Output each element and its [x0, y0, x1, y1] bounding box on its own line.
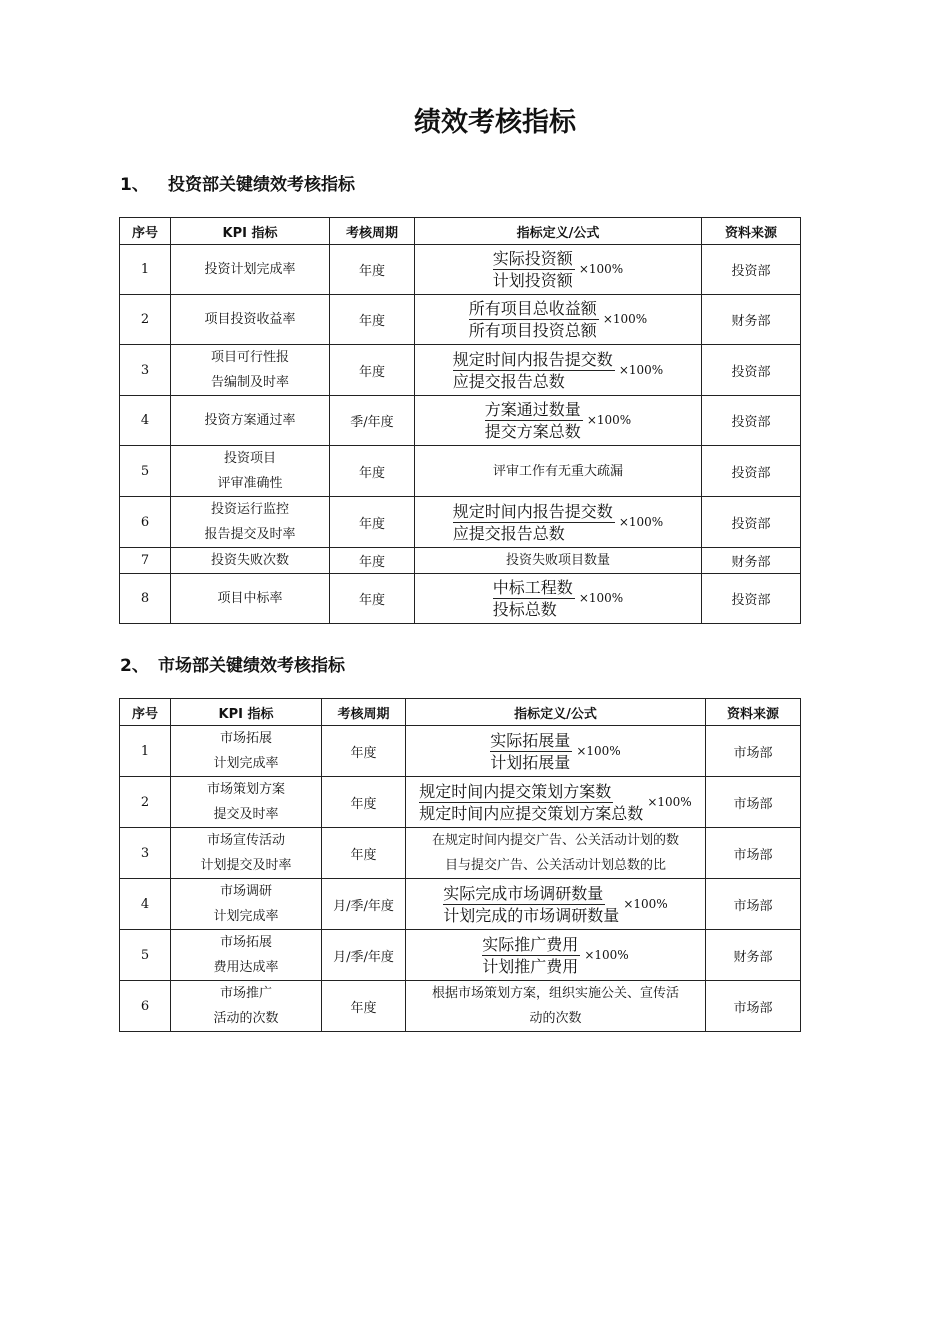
formula-denominator: 计划投资额 — [492, 271, 573, 290]
data-source: 市场部 — [706, 828, 801, 879]
assessment-period: 季/年度 — [330, 396, 415, 446]
header-period: 考核周期 — [330, 218, 415, 245]
formula-denominator: 提交方案总数 — [484, 422, 581, 441]
assessment-period: 年度 — [330, 497, 415, 548]
kpi-name-line: 费用达成率 — [213, 960, 279, 975]
kpi-name-line: 投资项目 — [223, 451, 276, 466]
kpi-name-line: 投资计划完成率 — [204, 262, 296, 277]
row-number: 5 — [120, 930, 171, 981]
formula-percent: ×100% — [586, 413, 632, 427]
definition-formula — [406, 726, 706, 777]
formula-fraction — [490, 730, 572, 773]
table-row — [120, 497, 801, 548]
table-row — [120, 879, 801, 930]
header-no: 序号 — [120, 218, 171, 245]
assessment-period: 年度 — [322, 828, 406, 879]
formula-fraction — [493, 577, 575, 620]
formula-denominator: 计划拓展量 — [490, 752, 571, 772]
assessment-period: 年度 — [330, 245, 415, 295]
formula-numerator: 规定时间内提交策划方案数 — [419, 781, 612, 801]
formula-numerator: 实际完成市场调研数量 — [443, 883, 604, 903]
kpi-name — [171, 981, 322, 1032]
definition-formula — [415, 574, 702, 624]
table-row — [120, 981, 801, 1032]
row-number: 3 — [120, 828, 171, 879]
investment-kpi-table — [119, 217, 801, 624]
data-source: 投资部 — [702, 446, 801, 497]
formula-fraction — [453, 501, 615, 544]
formula-percent: ×100% — [647, 794, 692, 809]
definition-text-line: 动的次数 — [529, 1011, 582, 1026]
definition-formula — [415, 245, 702, 295]
kpi-name-line: 计划完成率 — [213, 909, 279, 924]
header-source: 资料来源 — [702, 218, 801, 245]
kpi-name — [171, 777, 322, 828]
assessment-period: 年度 — [330, 574, 415, 624]
kpi-name-line: 投资方案通过率 — [204, 413, 296, 428]
row-number: 8 — [120, 574, 171, 624]
table-row — [120, 548, 801, 574]
kpi-name — [171, 548, 330, 574]
header-definition: 指标定义/公式 — [406, 699, 706, 726]
section-heading-market — [120, 651, 345, 676]
kpi-name — [171, 879, 322, 930]
assessment-period: 年度 — [330, 548, 415, 574]
kpi-name-line: 报告提交及时率 — [204, 527, 296, 542]
assessment-period: 年度 — [322, 726, 406, 777]
kpi-name — [171, 930, 322, 981]
kpi-name-line: 市场拓展 — [219, 731, 272, 746]
row-number: 6 — [120, 981, 171, 1032]
section-title: 市场部关键绩效考核指标 — [158, 656, 345, 676]
formula-fraction — [443, 883, 619, 926]
kpi-name — [171, 574, 330, 624]
kpi-name-line: 提交及时率 — [213, 807, 279, 822]
header-no: 序号 — [120, 699, 171, 726]
kpi-name-line: 告编制及时率 — [210, 375, 289, 390]
kpi-name — [171, 245, 330, 295]
assessment-period: 年度 — [322, 777, 406, 828]
kpi-name-line: 市场宣传活动 — [206, 833, 285, 848]
row-number: 4 — [120, 879, 171, 930]
assessment-period: 年度 — [330, 345, 415, 396]
definition-formula — [415, 446, 702, 497]
definition-formula — [415, 548, 702, 574]
table-row — [120, 574, 801, 624]
definition-formula — [406, 981, 706, 1032]
kpi-name — [171, 828, 322, 879]
data-source: 市场部 — [706, 879, 801, 930]
formula-percent: ×100% — [602, 312, 648, 326]
formula-fraction — [419, 781, 643, 824]
row-number: 1 — [120, 726, 171, 777]
table-row — [120, 828, 801, 879]
definition-formula — [415, 295, 702, 345]
section-number: 2、 — [120, 656, 149, 676]
formula-denominator: 所有项目投资总额 — [468, 321, 597, 340]
formula-denominator: 规定时间内应提交策划方案总数 — [419, 803, 644, 823]
data-source: 投资部 — [702, 396, 801, 446]
table-header-row — [120, 218, 801, 245]
table-row — [120, 295, 801, 345]
definition-formula — [406, 879, 706, 930]
table-row — [120, 930, 801, 981]
table-row — [120, 245, 801, 295]
formula-percent: ×100% — [623, 896, 668, 911]
definition-formula — [406, 930, 706, 981]
header-source: 资料来源 — [706, 699, 801, 726]
row-number: 7 — [120, 548, 171, 574]
definition-text-line: 在规定时间内提交广告、公关活动计划的数 — [431, 833, 679, 848]
section-heading-investment — [120, 170, 355, 195]
kpi-name-line: 投资失败次数 — [210, 553, 289, 568]
row-number: 3 — [120, 345, 171, 396]
data-source: 投资部 — [702, 574, 801, 624]
formula-denominator: 应提交报告总数 — [452, 523, 565, 543]
data-source: 市场部 — [706, 777, 801, 828]
kpi-name-line: 评审准确性 — [217, 476, 283, 491]
header-kpi: KPI 指标 — [171, 699, 322, 726]
kpi-name-line: 项目可行性报 — [210, 350, 289, 365]
kpi-name — [171, 497, 330, 548]
definition-formula — [415, 396, 702, 446]
kpi-name — [171, 345, 330, 396]
formula-fraction — [482, 934, 580, 977]
data-source: 投资部 — [702, 345, 801, 396]
definition-formula — [406, 828, 706, 879]
kpi-name-line: 计划提交及时率 — [200, 858, 292, 873]
table-row — [120, 726, 801, 777]
assessment-period: 月/季/年度 — [322, 879, 406, 930]
formula-percent: ×100% — [578, 591, 624, 605]
assessment-period: 月/季/年度 — [322, 930, 406, 981]
row-number: 1 — [120, 245, 171, 295]
definition-text-line: 目与提交广告、公关活动计划总数的比 — [444, 858, 666, 873]
formula-percent: ×100% — [578, 262, 624, 276]
kpi-name-line: 市场策划方案 — [206, 782, 285, 797]
table-row — [120, 345, 801, 396]
formula-numerator: 实际投资额 — [492, 249, 573, 268]
market-kpi-table — [119, 698, 801, 1032]
formula-denominator: 计划完成的市场调研数量 — [443, 905, 620, 925]
assessment-period: 年度 — [322, 981, 406, 1032]
assessment-period: 年度 — [330, 295, 415, 345]
assessment-period: 年度 — [330, 446, 415, 497]
kpi-name — [171, 446, 330, 497]
formula-fraction — [485, 399, 583, 442]
formula-denominator: 计划推广费用 — [482, 956, 579, 976]
formula-numerator: 中标工程数 — [492, 578, 573, 597]
data-source: 财务部 — [702, 295, 801, 345]
kpi-name-line: 计划完成率 — [213, 756, 279, 771]
table-row — [120, 446, 801, 497]
kpi-name — [171, 396, 330, 446]
row-number: 2 — [120, 777, 171, 828]
data-source: 市场部 — [706, 981, 801, 1032]
formula-denominator: 投标总数 — [492, 600, 557, 619]
section-number: 1、 — [120, 175, 149, 195]
kpi-name-line: 活动的次数 — [213, 1011, 279, 1026]
definition-formula — [415, 497, 702, 548]
kpi-name — [171, 726, 322, 777]
formula-numerator: 所有项目总收益额 — [468, 299, 597, 318]
formula-percent: ×100% — [618, 514, 664, 529]
kpi-name-line: 项目中标率 — [217, 591, 283, 606]
data-source: 财务部 — [706, 930, 801, 981]
row-number: 2 — [120, 295, 171, 345]
formula-numerator: 实际拓展量 — [490, 730, 571, 750]
table-header-row — [120, 699, 801, 726]
formula-percent: ×100% — [618, 362, 664, 377]
header-kpi: KPI 指标 — [171, 218, 330, 245]
formula-fraction — [493, 248, 575, 291]
data-source: 财务部 — [702, 548, 801, 574]
kpi-name — [171, 295, 330, 345]
kpi-name-line: 市场推广 — [219, 986, 272, 1001]
page-title: 绩效考核指标 — [414, 107, 576, 138]
formula-denominator: 应提交报告总数 — [452, 371, 565, 391]
kpi-name-line: 市场调研 — [219, 884, 272, 899]
row-number: 6 — [120, 497, 171, 548]
row-number: 4 — [120, 396, 171, 446]
formula-percent: ×100% — [576, 743, 621, 758]
kpi-name-line: 市场拓展 — [219, 935, 272, 950]
kpi-name-line: 投资运行监控 — [210, 502, 289, 517]
formula-percent: ×100% — [584, 947, 629, 962]
formula-numerator: 规定时间内报告提交数 — [452, 501, 613, 521]
header-definition: 指标定义/公式 — [415, 218, 702, 245]
data-source: 市场部 — [706, 726, 801, 777]
header-period: 考核周期 — [322, 699, 406, 726]
table-row — [120, 777, 801, 828]
table-row — [120, 396, 801, 446]
definition-text: 评审工作有无重大疏漏 — [492, 463, 623, 479]
formula-fraction — [453, 349, 615, 392]
definition-text: 投资失败项目数量 — [505, 553, 610, 568]
data-source: 投资部 — [702, 497, 801, 548]
kpi-name-line: 项目投资收益率 — [204, 312, 296, 327]
section-title: 投资部关键绩效考核指标 — [168, 175, 355, 195]
row-number: 5 — [120, 446, 171, 497]
data-source: 投资部 — [702, 245, 801, 295]
definition-formula — [406, 777, 706, 828]
definition-formula — [415, 345, 702, 396]
formula-numerator: 方案通过数量 — [484, 400, 581, 419]
formula-fraction — [469, 298, 599, 341]
definition-text-line: 根据市场策划方案，组织实施公关、宣传活 — [431, 986, 679, 1001]
formula-numerator: 规定时间内报告提交数 — [452, 349, 613, 369]
formula-numerator: 实际推广费用 — [482, 934, 579, 954]
